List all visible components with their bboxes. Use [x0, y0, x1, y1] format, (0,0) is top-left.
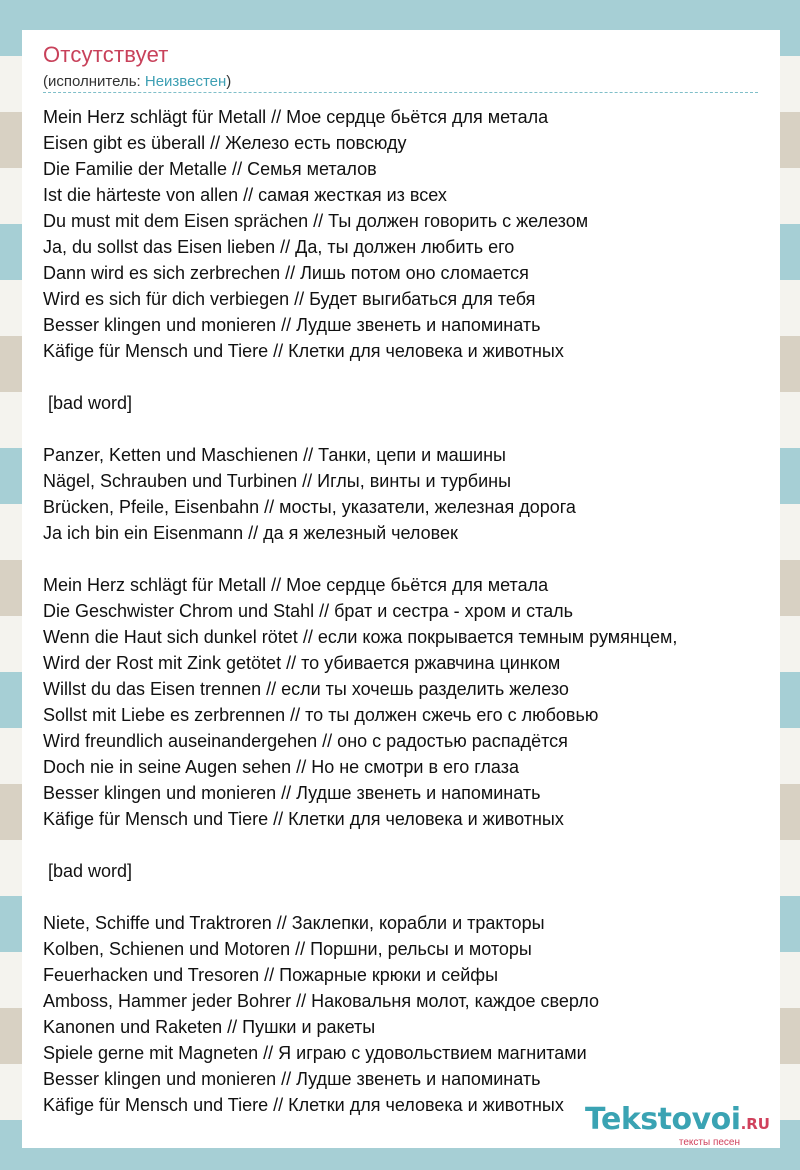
site-watermark [585, 1104, 770, 1148]
lyric-line: Besser klingen und monieren // Лудше звенеть и напоминать [43, 783, 541, 803]
lyric-line: Besser klingen und monieren // Лудше звенеть и напоминать [43, 315, 541, 335]
lyric-line: Käfige für Mensch und Tiere // Клетки для человека и животных [43, 1095, 564, 1115]
lyric-line: Wenn die Haut sich dunkel rötet // если кожа покрывается темным румянцем, [43, 627, 678, 647]
lyric-line: Sollst mit Liebe es zerbrennen // то ты должен сжечь его с любовью [43, 705, 599, 725]
lyric-line: Du must mit dem Eisen sprächen // Ты должен говорить с железом [43, 211, 589, 231]
lyric-line: Käfige für Mensch und Tiere // Клетки для человека и животных [43, 809, 564, 829]
lyric-blank-line [43, 884, 778, 910]
lyric-line: Die Geschwister Chrom und Stahl // брат и сестра - хром и сталь [43, 601, 574, 621]
lyric-blank-line [43, 416, 778, 442]
lyric-blank-line [43, 832, 778, 858]
lyric-line: Mein Herz schlägt für Metall // Мое сердце бьётся для метала [43, 107, 549, 127]
watermark-tagline: тексты песен [678, 1137, 740, 1148]
artist-suffix: ) [226, 73, 232, 90]
watermark-logo [585, 1104, 770, 1140]
lyric-line: Willst du das Eisen trennen // если ты хочешь разделить железо [43, 679, 569, 699]
lyric-line: Ja ich bin ein Eisenmann // да я железный человек [43, 523, 458, 543]
lyric-line: Nägel, Schrauben und Turbinen // Иглы, винты и турбины [43, 471, 512, 491]
lyric-line: Niete, Schiffe und Traktroren // Заклепки, корабли и тракторы [43, 913, 545, 933]
lyric-line: Kolben, Schienen und Motoren // Поршни, рельсы и моторы [43, 939, 532, 959]
lyric-blank-line [43, 546, 778, 572]
lyric-line: Panzer, Ketten und Maschienen // Танки, цепи и машины [43, 445, 506, 465]
lyric-line: [bad word] [43, 393, 133, 413]
header-divider [43, 92, 758, 93]
lyric-line: Amboss, Hammer jeder Bohrer // Наковальня молот, каждое сверло [43, 991, 600, 1011]
artist-link[interactable]: Неизвестен [144, 73, 227, 90]
lyric-line: Ist die härteste von allen // самая жесткая из всех [43, 185, 447, 205]
lyric-line: Wird es sich für dich verbiegen // Будет выгибаться для тебя [43, 289, 536, 309]
watermark-tld: .RU [740, 1115, 770, 1133]
artist-prefix: (исполнитель: [43, 73, 145, 90]
lyric-line: Spiele gerne mit Magneten // Я играю с удовольствием магнитами [43, 1043, 587, 1063]
lyric-line: Brücken, Pfeile, Eisenbahn // мосты, указатели, железная дорога [43, 497, 576, 517]
artist-line [43, 73, 231, 90]
lyric-line: Eisen gibt es überall // Железо есть повсюду [43, 133, 407, 153]
lyrics-card [22, 30, 780, 1148]
lyric-line: Dann wird es sich zerbrechen // Лишь потом оно сломается [43, 263, 529, 283]
lyric-line: [bad word] [43, 861, 133, 881]
lyric-line: Doch nie in seine Augen sehen // Но не смотри в его глаза [43, 757, 519, 777]
lyric-line: Mein Herz schlägt für Metall // Мое сердце бьётся для метала [43, 575, 549, 595]
lyrics-text [43, 104, 778, 1118]
lyric-line: Feuerhacken und Tresoren // Пожарные крюки и сейфы [43, 965, 499, 985]
watermark-brand: Tekstovoi [585, 1102, 741, 1137]
lyric-line: Ja, du sollst das Eisen lieben // Да, ты должен любить его [43, 237, 515, 257]
lyric-blank-line [43, 364, 778, 390]
lyric-line: Besser klingen und monieren // Лудше звенеть и напоминать [43, 1069, 541, 1089]
page-title: Отсутствует [43, 42, 169, 67]
lyric-line: Die Familie der Metalle // Семья металов [43, 159, 377, 179]
lyric-line: Wird freundlich auseinandergehen // оно с радостью распадётся [43, 731, 568, 751]
lyric-line: Kanonen und Raketen // Пушки и ракеты [43, 1017, 376, 1037]
lyric-line: Wird der Rost mit Zink getötet // то убивается ржавчина цинком [43, 653, 561, 673]
lyric-line: Käfige für Mensch und Tiere // Клетки для человека и животных [43, 341, 564, 361]
